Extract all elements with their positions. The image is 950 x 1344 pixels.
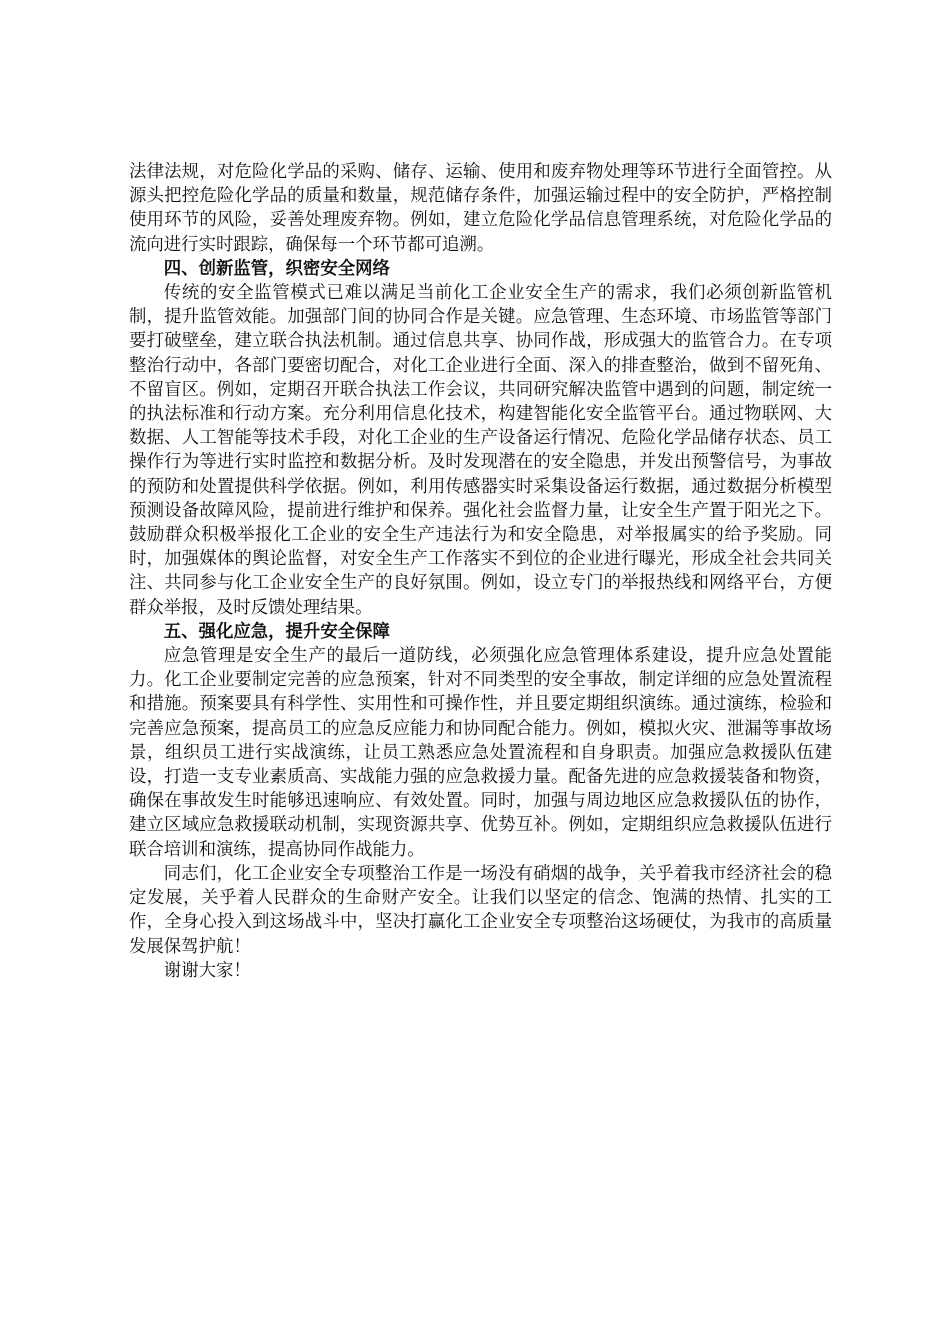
thanks-line: 谢谢大家！	[163, 960, 251, 981]
section-4-heading: 四、创新监管，织密安全网络	[163, 258, 390, 279]
section-5-paragraph: 应急管理是安全生产的最后一道防线，必须强化应急管理体系建设，提升应急处置能力。化工企业要制定完善的应急预案，针对不同类型的安全事故，制定详细的应急处置流程和措施。预案要具有科学性、实用性和可操作性，并且要定期组织演练。通过演练，检验和完善应急预案，提高员工的应急反应能力和协同配合能力。例如，模拟火灾、泄漏等事故场景，组织员工进行实战演练，让员工熟悉应急处置流程和自身职责。加强应急救援队伍建设，打造一支专业素质高、实战能力强的应急救援力量。配备先进的应急救援装备和物资，确保在事故发生时能够迅速响应、有效处置。同时，加强与周边地区应急救援队伍的协作，建立区域应急救援联动机制，实现资源共享、优势互补。例如，定期组织应急救援队伍进行联合培训和演练，提高协同作战能力。	[129, 646, 832, 860]
closing-paragraph: 同志们，化工企业安全专项整治工作是一场没有硝烟的战争，关乎着我市经济社会的稳定发展，关乎着人民群众的生命财产安全。让我们以坚定的信念、饱满的热情、扎实的工作，全身心投入到这场战斗中，坚决打赢化工企业安全专项整治这场硬仗，为我市的高质量发展保驾护航！	[129, 863, 832, 957]
continuation-paragraph: 法律法规，对危险化学品的采购、储存、运输、使用和废弃物处理等环节进行全面管控。从源头把控危险化学品的质量和数量，规范储存条件，加强运输过程中的安全防护，严格控制使用环节的风险，妥善处理废弃物。例如，建立危险化学品信息管理系统，对危险化学品的流向进行实时跟踪，确保每一个环节都可追溯。	[129, 162, 832, 255]
section-5-heading: 五、强化应急，提升安全保障	[163, 621, 390, 642]
section-4-paragraph: 传统的安全监管模式已难以满足当前化工企业安全生产的需求，我们必须创新监管机制，提升监管效能。加强部门间的协同合作是关键。应急管理、生态环境、市场监管等部门要打破壁垒，建立联合执法机制。通过信息共享、协同作战，形成强大的监管合力。在专项整治行动中，各部门要密切配合，对化工企业进行全面、深入的排查整治，做到不留死角、不留盲区。例如，定期召开联合执法工作会议，共同研究解决监管中遇到的问题，制定统一的执法标准和行动方案。充分利用信息化技术，构建智能化安全监管平台。通过物联网、大数据、人工智能等技术手段，对化工企业的生产设备运行情况、危险化学品储存状态、员工操作行为等进行实时监控和数据分析。及时发现潜在的安全隐患，并发出预警信号，为事故的预防和处置提供科学依据。例如，利用传感器实时采集设备运行数据，通过数据分析模型预测设备故障风险，提前进行维护和保养。强化社会监督力量，让安全生产置于阳光之下。鼓励群众积极举报化工企业的安全生产违法行为和安全隐患，对举报属实的给予奖励。同时，加强媒体的舆论监督，对安全生产工作落实不到位的企业进行曝光，形成全社会共同关注、共同参与化工企业安全生产的良好氛围。例如，设立专门的举报热线和网络平台，方便群众举报，及时反馈处理结果。	[129, 283, 832, 618]
document-page	[129, 160, 832, 983]
